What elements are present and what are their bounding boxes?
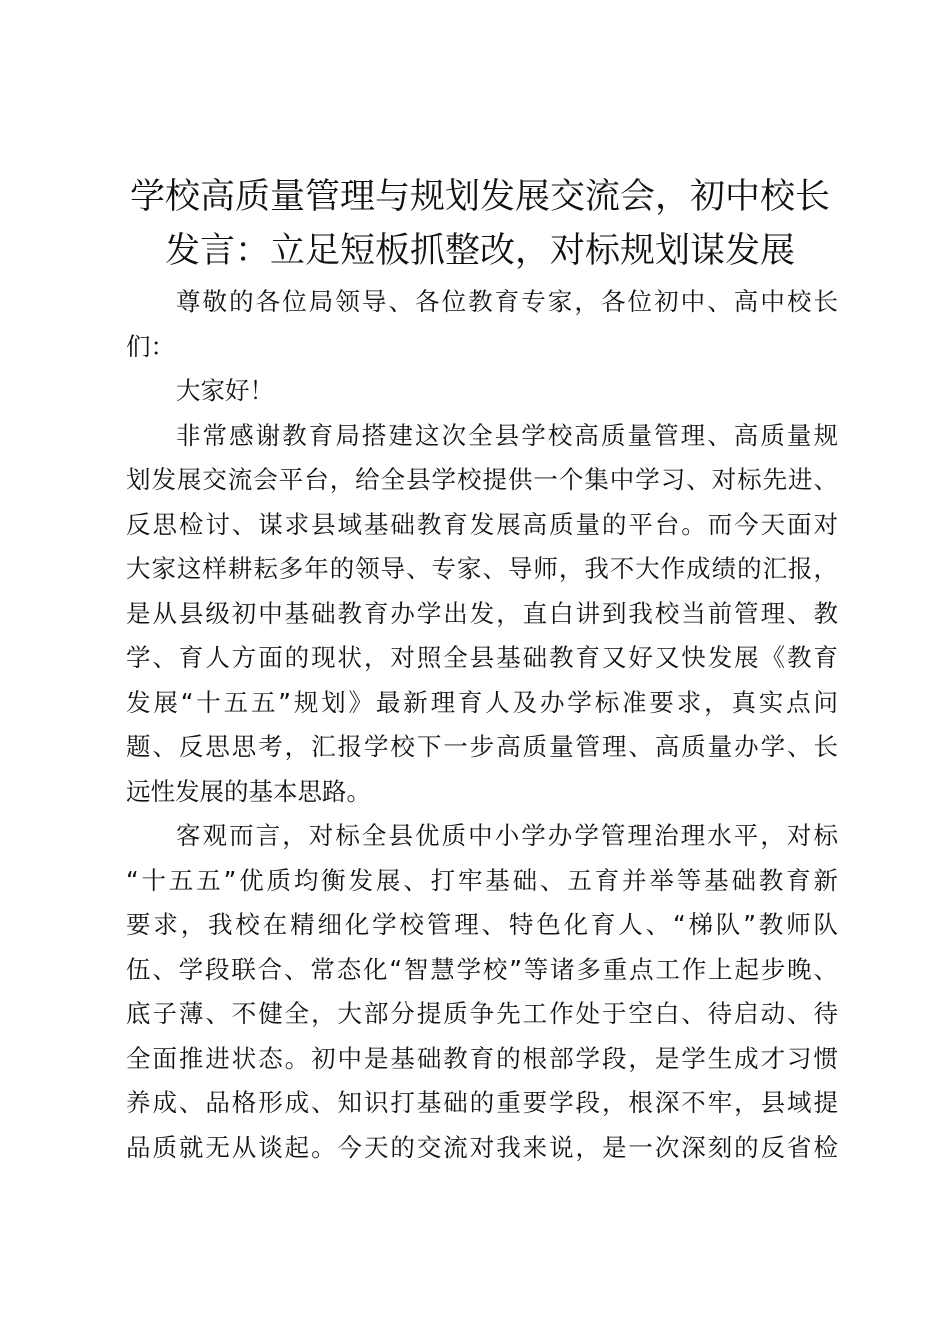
paragraph-introduction (126, 414, 838, 815)
title-line-1: 学校高质量管理与规划发展交流会，初中校长 (129, 177, 830, 217)
text-line: 们： (126, 331, 175, 361)
text-line: 是从县级初中基础教育办学出发，直白讲到我校当前管理、教 (126, 598, 838, 628)
text-line: 非常感谢教育局搭建这次全县学校高质量管理、高质量规 (176, 420, 838, 450)
text-line: 尊敬的各位局领导、各位教育专家，各位初中、高中校长 (176, 287, 838, 316)
text-line: 要求，我校在精细化学校管理、特色化育人、“梯队”教师队 (126, 910, 838, 939)
text-line: 远性发展的基本思路。 (126, 776, 371, 806)
text-line: “十五五”优质均衡发展、打牢基础、五育并举等基础教育新 (126, 865, 838, 895)
paragraph-greeting (126, 369, 838, 414)
paragraph-assessment (126, 814, 838, 1170)
text-line: 大家这样耕耘多年的领导、专家、导师，我不大作成绩的汇报， (126, 554, 838, 583)
document-title (110, 170, 850, 278)
paragraph-salutation (126, 280, 838, 369)
text-line: 客观而言，对标全县优质中小学办学管理治理水平，对标 (176, 821, 838, 850)
text-line: 伍、学段联合、常态化“智慧学校”等诸多重点工作上起步晚、 (126, 954, 838, 984)
text-line: 底子薄、不健全，大部分提质争先工作处于空白、待启动、待 (126, 999, 838, 1028)
title-line-2: 发言：立足短板抓整改，对标规划谋发展 (164, 231, 795, 271)
document-body (126, 280, 838, 1170)
text-line: 学、育人方面的现状，对照全县基础教育又好又快发展《教育 (126, 643, 838, 672)
text-line: 题、反思思考，汇报学校下一步高质量管理、高质量办学、长 (126, 732, 838, 761)
text-line: 反思检讨、谋求县域基础教育发展高质量的平台。而今天面对 (126, 509, 838, 539)
text-line: 全面推进状态。初中是基础教育的根部学段，是学生成才习惯 (126, 1043, 838, 1073)
text-line: 养成、品格形成、知识打基础的重要学段，根深不牢，县域提 (126, 1088, 838, 1117)
text-line: 品质就无从谈起。今天的交流对我来说，是一次深刻的反省检 (126, 1132, 838, 1162)
text-line: 大家好！ (176, 376, 274, 405)
text-line: 划发展交流会平台，给全县学校提供一个集中学习、对标先进、 (126, 465, 838, 494)
text-line: 发展“十五五”规划》最新理育人及办学标准要求，真实点问 (126, 687, 838, 717)
